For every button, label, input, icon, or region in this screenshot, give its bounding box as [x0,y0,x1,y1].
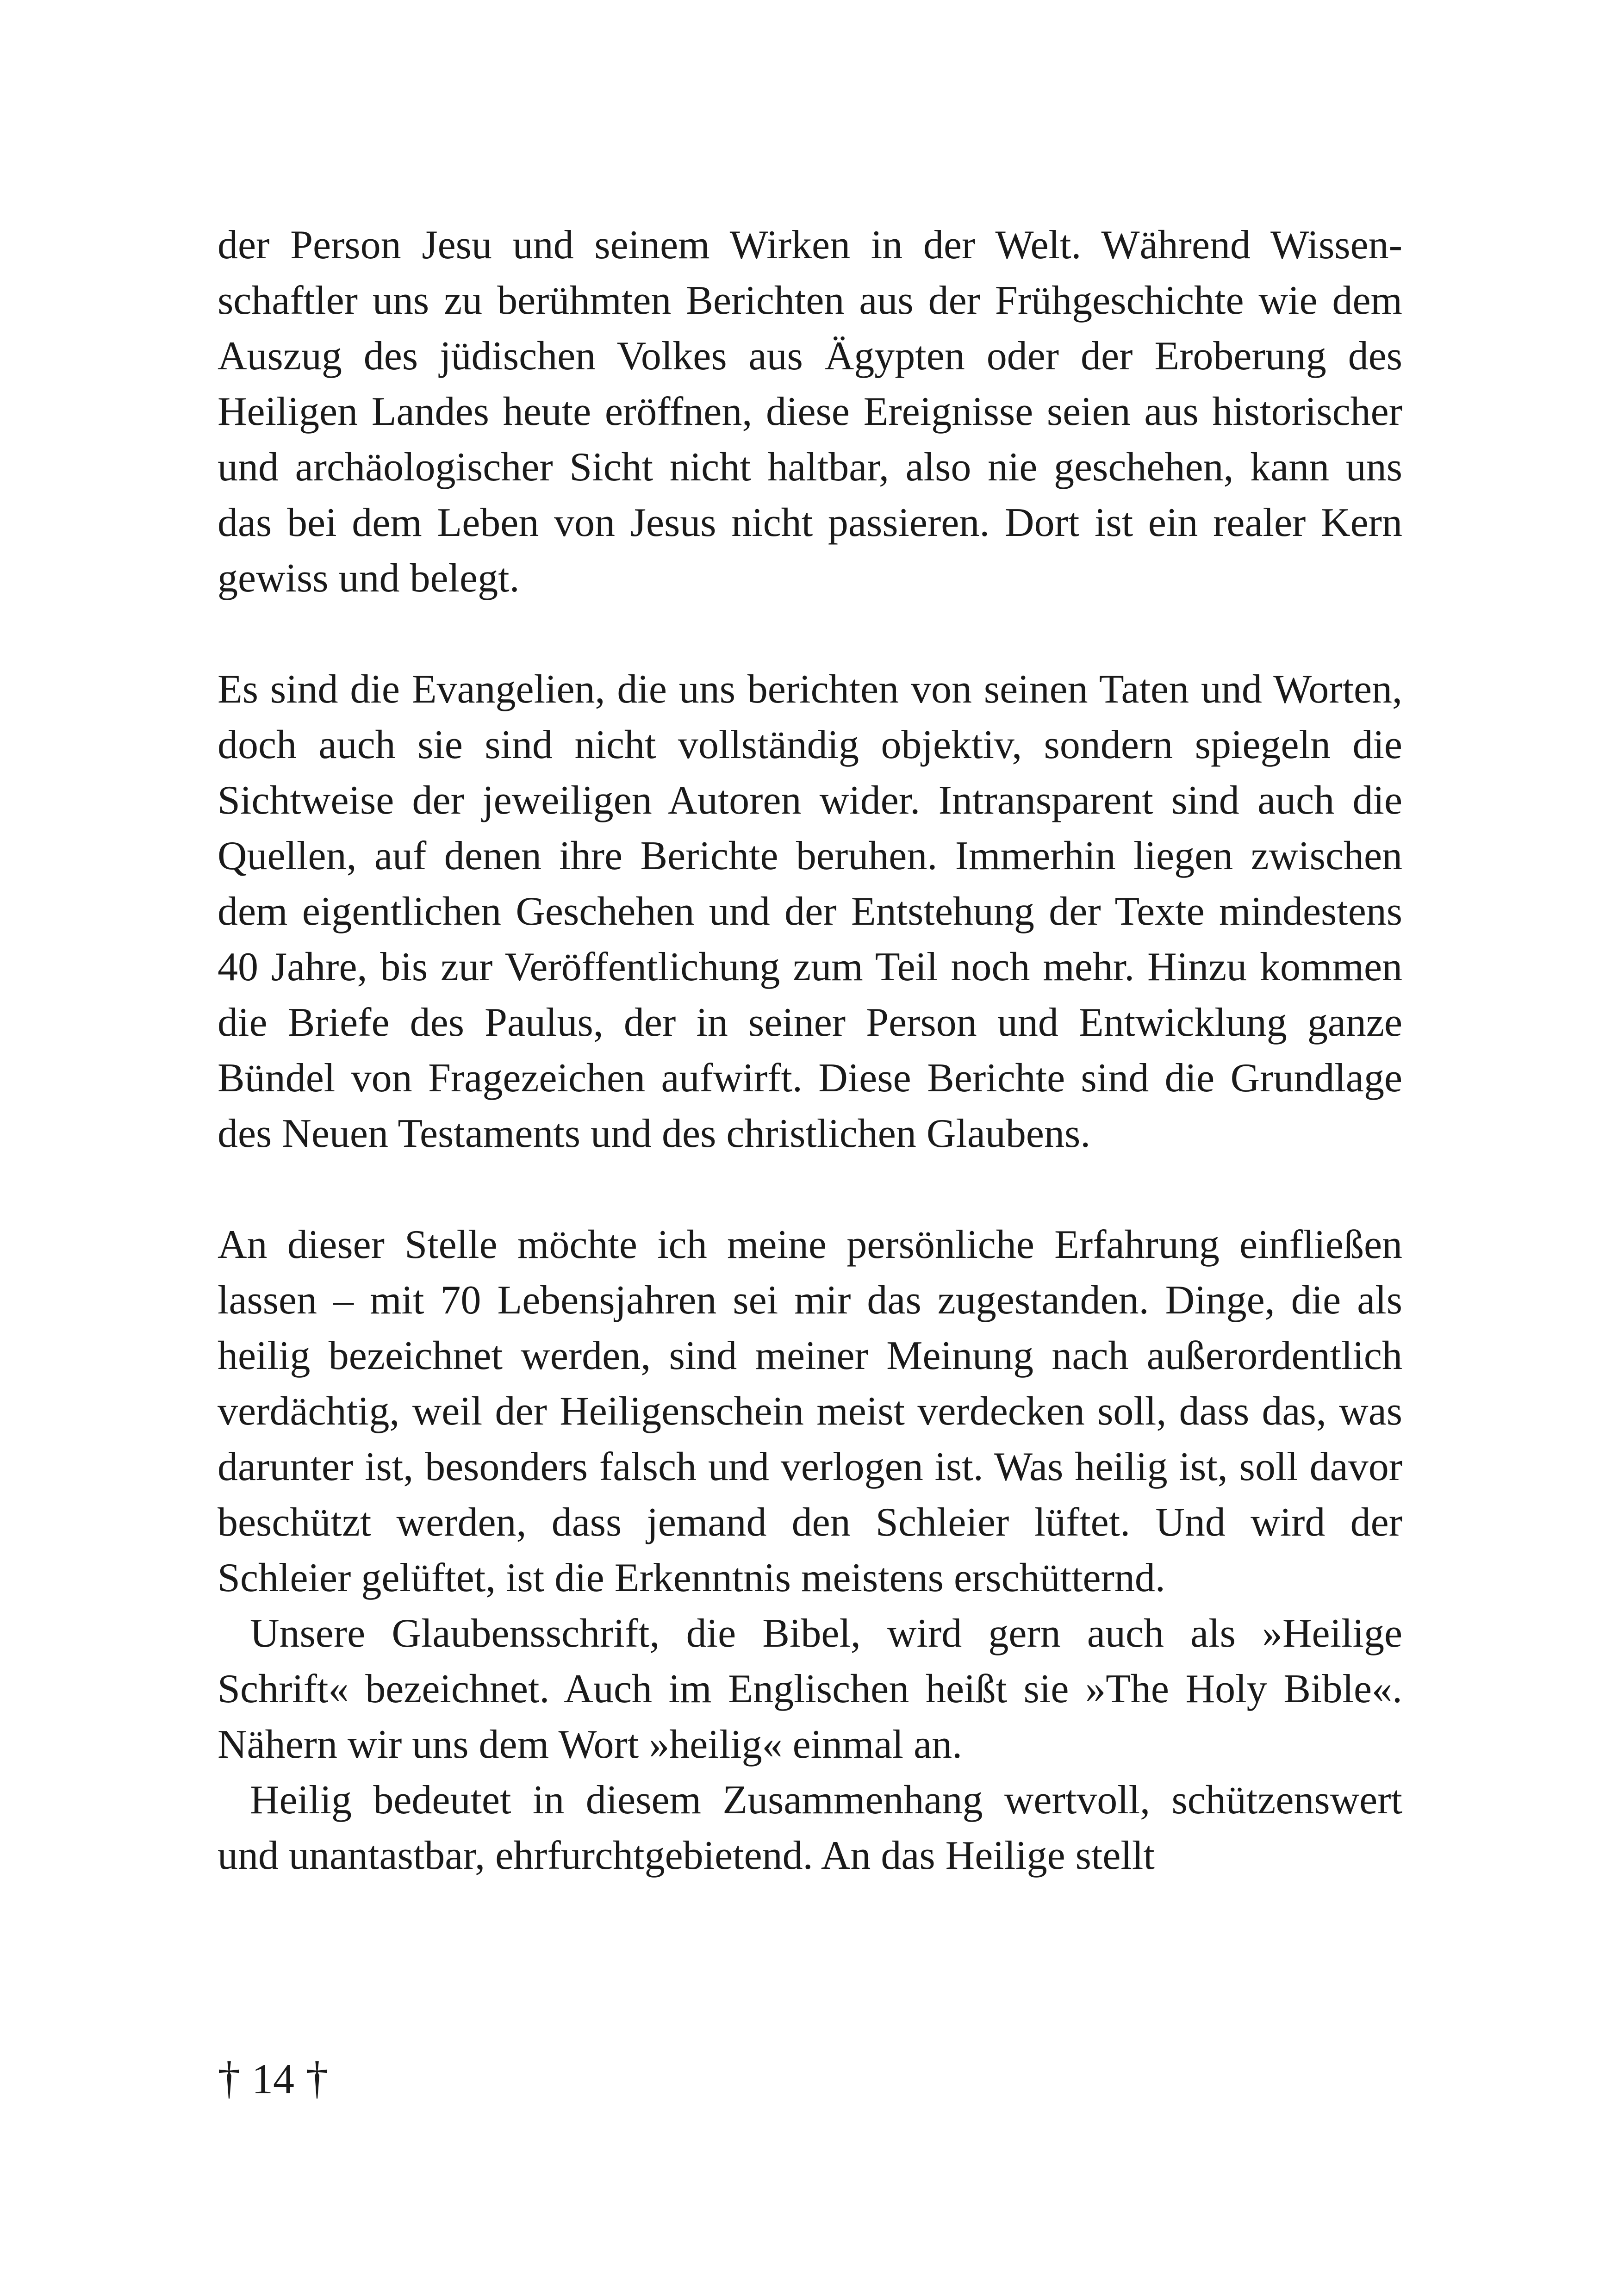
paragraph-4: Unsere Glaubensschrift, die Bibel, wird gern auch als »Heilige Schrift« bezeichnet. Auch im Englischen heißt sie »The Holy Bible«. Nähern wir uns dem Wort »heilig« einmal an. [218,1611,1402,1767]
body-text [218,218,1402,1884]
paragraph-2: Es sind die Evangelien, die uns berichten von seinen Taten und Worten, doch auch sie sind nicht vollständig objektiv, sondern spiegeln die Sichtweise der jeweiligen Autoren wider. Intransparent sind auch die Quellen, auf denen ihre Berichte beruhen. Immerhin liegen zwischen dem eigentlichen Geschehen und der Entstehung der Texte mindestens 40 Jahre, bis zur Veröffentlichung zum Teil noch mehr. Hinzu kommen die Briefe des Paulus, der in seiner Person und Entwicklung ganze Bündel von Fragezeichen aufwirft. Diese Berichte sind die Grundlage des Neuen Testaments und des christlichen Glaubens. [218,667,1402,1156]
page-number-value: 14 [252,2055,294,2103]
paragraph-5: Heilig bedeutet in diesem Zusammenhang wertvoll, schützenswert und unantastbar, ehrfurchtgebietend. An das Heilige stellt [218,1778,1402,1878]
paragraph-3: An dieser Stelle möchte ich meine persönliche Erfahrung einfließen lassen – mit 70 Lebensjahren sei mir das zugestanden. Dinge, die als heilig bezeichnet werden, sind meiner Meinung nach außerordentlich verdächtig, weil der Heiligenschein meist verdecken soll, dass das, was darunter ist, besonders falsch und verlogen ist. Was heilig ist, soll davor beschützt werden, dass jemand den Schleier lüftet. Und wird der Schleier gelüftet, ist die Erkenntnis meistens erschütternd. [218,1222,1402,1600]
dagger-right-icon: † [305,2052,329,2103]
page-number [218,2050,329,2107]
dagger-left-icon: † [218,2052,241,2103]
paragraph-1: der Person Jesu und seinem Wirken in der Welt. Während Wissenschaftler uns zu berühmten Berichten aus der Frühgeschichte wie dem Auszug des jüdischen Volkes aus Ägypten oder der Eroberung des Heiligen Landes heute eröffnen, diese Ereignisse seien aus historischer und archäologischer Sicht nicht haltbar, also nie geschehen, kann uns das bei dem Leben von Jesus nicht passieren. Dort ist ein realer Kern gewiss und belegt. [218,223,1402,601]
